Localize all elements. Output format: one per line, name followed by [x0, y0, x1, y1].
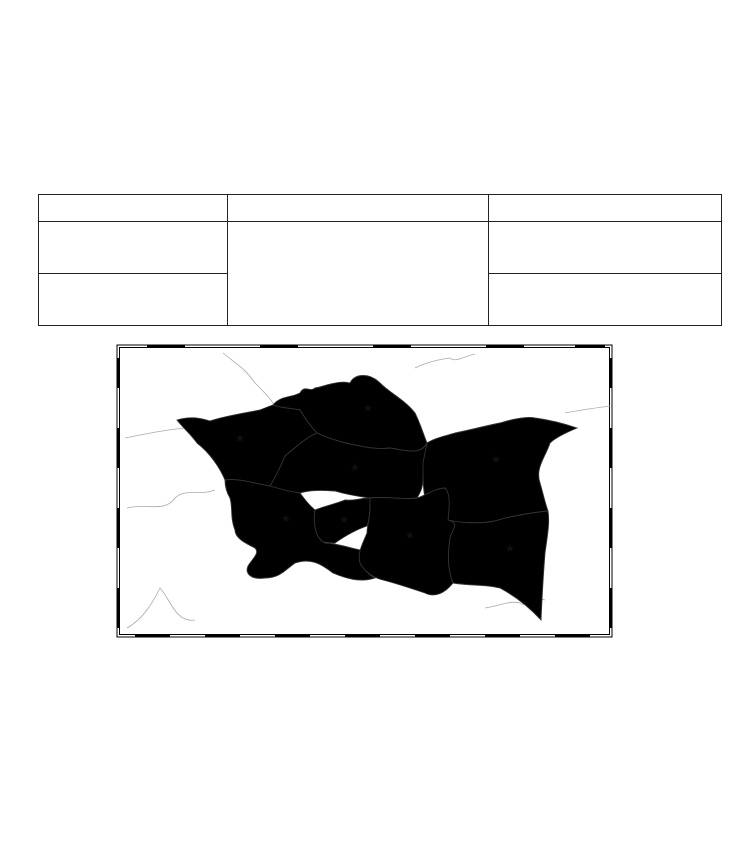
star-icon: ★	[281, 512, 291, 525]
table-row	[39, 222, 722, 274]
table-cell-time	[227, 222, 489, 326]
table-header-time	[227, 195, 489, 222]
star-icon: ★	[505, 542, 515, 555]
table-cell-area	[39, 222, 228, 274]
table-cell-amount	[489, 222, 722, 274]
star-icon: ★	[350, 461, 360, 474]
table-cell-amount	[489, 274, 722, 326]
table-header-row	[39, 195, 722, 222]
table-header-amount	[489, 195, 722, 222]
star-icon: ★	[235, 432, 245, 445]
star-icon: ★	[339, 513, 349, 526]
star-icon: ★	[491, 453, 501, 466]
star-icon: ★	[405, 529, 415, 542]
table-cell-area	[39, 274, 228, 326]
star-icon: ★	[363, 402, 373, 415]
table-header-area	[39, 195, 228, 222]
rainfall-forecast-map	[105, 338, 695, 640]
forecast-table	[38, 194, 722, 326]
